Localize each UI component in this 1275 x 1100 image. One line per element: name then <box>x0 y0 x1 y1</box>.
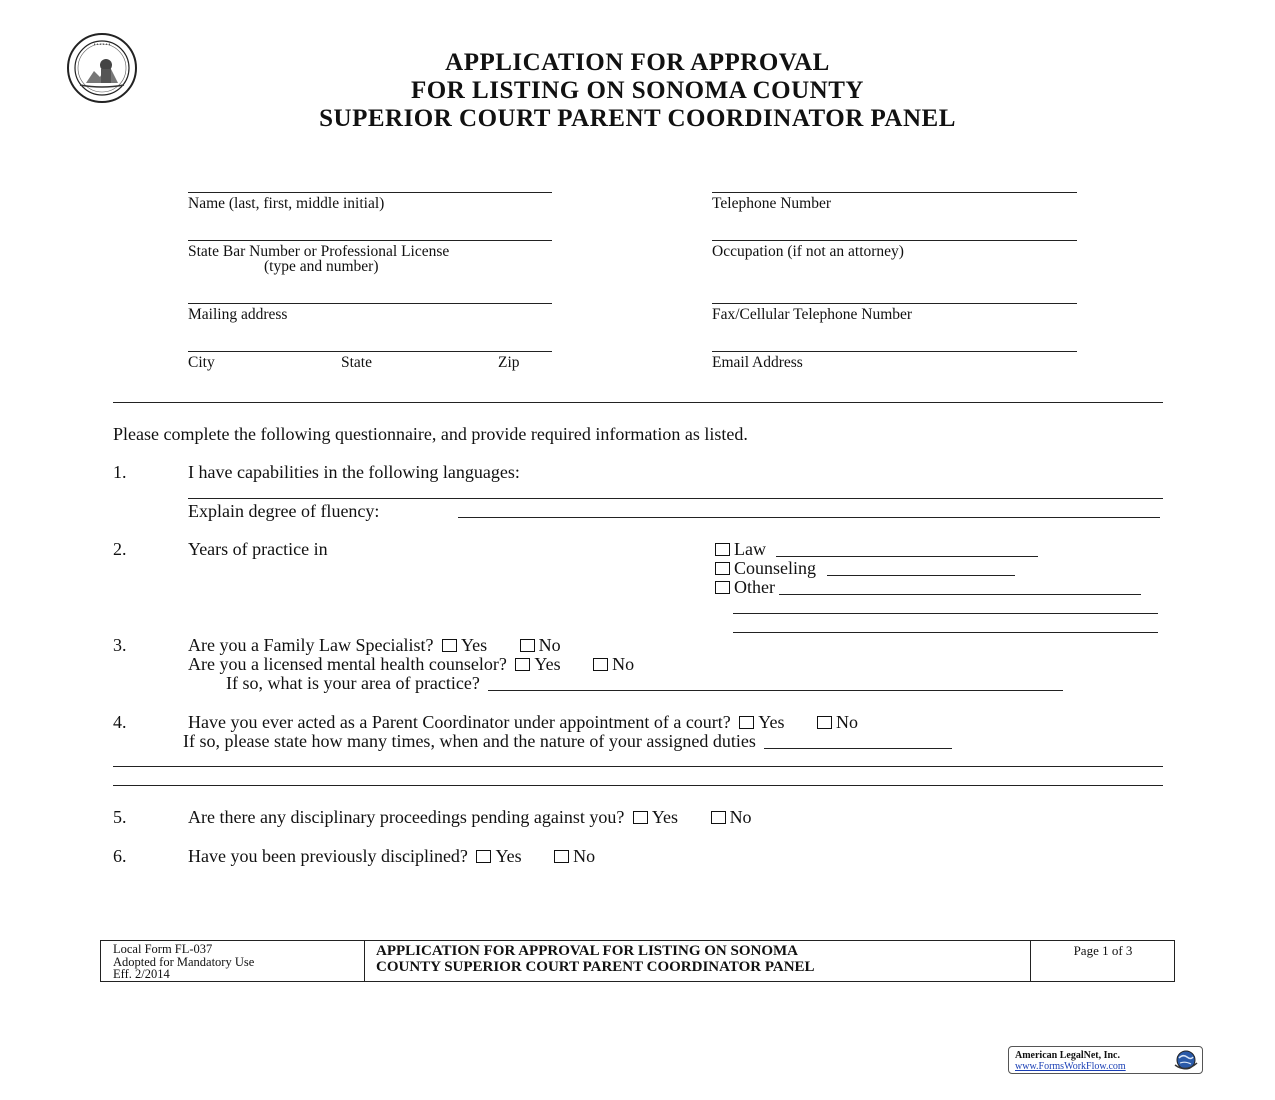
name-label: Name (last, first, middle initial) <box>188 195 385 212</box>
q2-other-extra-line-2[interactable] <box>733 632 1158 633</box>
zip-label: Zip <box>498 354 520 371</box>
footer-title <box>366 941 1031 981</box>
q2-counseling-years-line[interactable] <box>827 575 1015 576</box>
occupation-label: Occupation (if not an attorney) <box>712 243 904 260</box>
q2-law-label: Law <box>734 539 766 559</box>
globe-logo-icon <box>1173 1049 1199 1074</box>
q4-text <box>188 712 858 733</box>
q6-question: Have you been previously disciplined? <box>188 846 468 866</box>
q4-yes-checkbox[interactable] <box>739 716 754 729</box>
q6-no-label: No <box>573 846 596 866</box>
bar-number-label: State Bar Number or Professional License <box>188 243 450 260</box>
form-footer <box>100 940 1175 982</box>
q3b-yes-label: Yes <box>534 654 561 674</box>
mailing-address-label: Mailing address <box>188 306 288 323</box>
q2-law-option[interactable] <box>715 539 1038 560</box>
q2-counseling-label: Counseling <box>734 558 817 578</box>
q4b-duties-line[interactable] <box>764 748 952 749</box>
q5-question: Are there any disciplinary proceedings pending against you? <box>188 807 625 827</box>
section-divider <box>113 402 1163 403</box>
form-title-line-1: APPLICATION FOR APPROVAL <box>445 49 830 76</box>
q5-number: 5. <box>113 807 127 827</box>
occupation-input-line[interactable] <box>712 240 1077 241</box>
q3b-question: Are you a licensed mental health counselor? <box>188 654 507 674</box>
q5-text <box>188 807 752 828</box>
q1-number: 1. <box>113 462 127 482</box>
q2-counseling-checkbox[interactable] <box>715 562 730 575</box>
q4-no-label: No <box>836 712 858 732</box>
bar-number-input-line[interactable] <box>188 240 552 241</box>
q5-no-checkbox[interactable] <box>711 811 726 824</box>
q2-other-option[interactable] <box>715 577 1141 598</box>
q3-question: Are you a Family Law Specialist? <box>188 635 434 655</box>
email-label: Email Address <box>712 354 803 371</box>
q4-extra-line-1[interactable] <box>113 766 1163 767</box>
mailing-address-input-line[interactable] <box>188 303 552 304</box>
q3-number: 3. <box>113 635 127 655</box>
q3-no-label: No <box>538 635 561 655</box>
fax-label: Fax/Cellular Telephone Number <box>712 306 913 323</box>
q3-yes-checkbox[interactable] <box>442 639 457 652</box>
q2-number: 2. <box>113 539 127 559</box>
brand-name: American LegalNet, Inc. <box>1015 1050 1120 1061</box>
q3-no-checkbox[interactable] <box>520 639 535 652</box>
name-input-line[interactable] <box>188 192 552 193</box>
fax-input-line[interactable] <box>712 303 1077 304</box>
q1-fluency-label: Explain degree of fluency: <box>188 501 380 521</box>
q5-yes-label: Yes <box>651 807 679 827</box>
q5-yes-checkbox[interactable] <box>633 811 648 824</box>
q6-yes-checkbox[interactable] <box>476 850 491 863</box>
q3-text <box>188 635 561 656</box>
q4-question: Have you ever acted as a Parent Coordinator under appointment of a court? <box>188 712 731 732</box>
q2-other-extra-line-1[interactable] <box>733 613 1158 614</box>
q5-no-label: No <box>729 807 752 827</box>
q4-yes-label: Yes <box>758 712 785 732</box>
q6-number: 6. <box>113 846 127 866</box>
q6-yes-label: Yes <box>495 846 522 866</box>
q3c-question: If so, what is your area of practice? <box>226 673 480 693</box>
q3b-no-checkbox[interactable] <box>593 658 608 671</box>
q2-other-label: Other <box>734 577 775 597</box>
brand-badge[interactable] <box>1008 1046 1203 1074</box>
form-title-line-2: FOR LISTING ON SONOMA COUNTY <box>411 77 864 104</box>
q2-other-years-line[interactable] <box>779 594 1141 595</box>
q1-fluency-input-line[interactable] <box>458 517 1160 518</box>
q2-law-years-line[interactable] <box>776 556 1038 557</box>
q2-other-checkbox[interactable] <box>715 581 730 594</box>
footer-title-line-1: APPLICATION FOR APPROVAL FOR LISTING ON SONOMA <box>376 943 798 959</box>
q3c-text <box>226 673 1063 694</box>
telephone-input-line[interactable] <box>712 192 1077 193</box>
footer-form-number: Local Form FL-037 <box>113 942 213 956</box>
q4b-question: If so, please state how many times, when and the nature of your assigned duties <box>183 731 756 751</box>
form-title-line-3: SUPERIOR COURT PARENT COORDINATOR PANEL <box>319 105 956 132</box>
q1-languages-input-line[interactable] <box>188 498 1163 499</box>
q3c-practice-area-line[interactable] <box>488 690 1063 691</box>
q3b-yes-checkbox[interactable] <box>515 658 530 671</box>
q6-no-checkbox[interactable] <box>554 850 569 863</box>
q3b-no-label: No <box>612 654 635 674</box>
q4b-text <box>183 731 952 752</box>
footer-mandatory: Adopted for Mandatory Use <box>113 954 255 969</box>
q4-extra-line-2[interactable] <box>113 785 1163 786</box>
bar-number-sublabel: (type and number) <box>264 258 379 275</box>
page-number: Page 1 of 3 <box>1073 943 1133 958</box>
questionnaire-intro: Please complete the following questionnaire, and provide required information as listed. <box>113 424 748 444</box>
q4-number: 4. <box>113 712 127 732</box>
footer-form-id <box>101 941 365 981</box>
footer-title-line-2: COUNTY SUPERIOR COURT PARENT COORDINATOR PANEL <box>376 959 815 975</box>
q2-law-checkbox[interactable] <box>715 543 730 556</box>
city-label: City <box>188 354 215 371</box>
q3b-text <box>188 654 634 675</box>
svg-text:• • • • • •: • • • • • • <box>93 43 111 48</box>
footer-effective-date: Eff. 2/2014 <box>113 967 170 981</box>
state-label: State <box>341 354 372 371</box>
city-state-zip-input-line[interactable] <box>188 351 552 352</box>
q3-yes-label: Yes <box>460 635 488 655</box>
q6-text <box>188 846 595 867</box>
q4-no-checkbox[interactable] <box>817 716 832 729</box>
q2-counseling-option[interactable] <box>715 558 1015 579</box>
q1-text: I have capabilities in the following languages: <box>188 462 520 482</box>
telephone-label: Telephone Number <box>712 195 831 212</box>
brand-url[interactable]: www.FormsWorkFlow.com <box>1015 1061 1126 1072</box>
email-input-line[interactable] <box>712 351 1077 352</box>
q2-text: Years of practice in <box>188 539 328 559</box>
